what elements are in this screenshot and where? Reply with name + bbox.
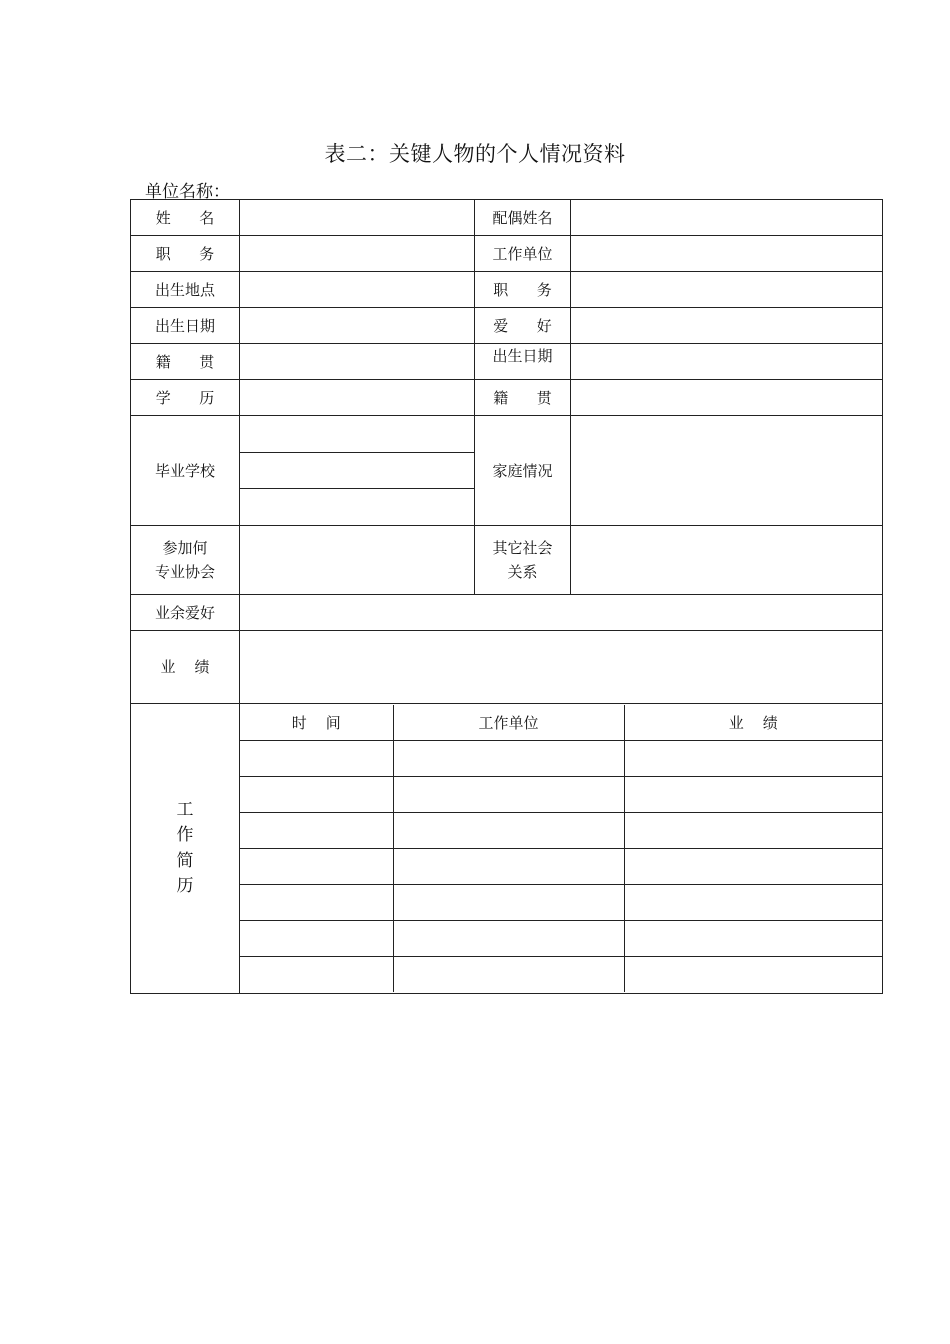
cell-work-unit[interactable] [393,849,624,885]
cell-time[interactable] [240,921,393,957]
work-history-row [240,885,882,921]
label-other-relations [475,526,571,595]
field-spouse-hobby[interactable] [571,308,883,344]
work-history-row [240,957,882,993]
label-other-relations-line1: 其它社会 [492,539,553,557]
label-spouse-native-place: 籍 贯 [475,380,571,416]
label-spouse-name: 配偶姓名 [475,200,571,236]
label-other-relations-line2: 关系 [507,563,538,581]
field-birthplace[interactable] [240,272,475,308]
label-association [131,526,240,595]
cell-work-unit[interactable] [393,957,624,993]
label-graduated-school: 毕业学校 [131,416,240,526]
cell-time[interactable] [240,741,393,777]
field-native-place[interactable] [240,344,475,380]
label-work-history [131,704,240,994]
field-school-2[interactable] [240,452,474,489]
field-name[interactable] [240,200,475,236]
cell-achievement[interactable] [624,741,882,777]
field-school-3[interactable] [240,489,474,525]
cell-achievement[interactable] [624,849,882,885]
cell-achievement[interactable] [624,777,882,813]
form-title: 表二：关键人物的个人情况资料 [324,142,626,166]
cell-achievement[interactable] [624,921,882,957]
cell-work-unit[interactable] [393,741,624,777]
work-history-row [240,741,882,777]
work-history-table [240,705,882,992]
cell-work-unit[interactable] [393,885,624,921]
cell-work-unit[interactable] [393,813,624,849]
work-history-label: 工作简历 [176,799,194,896]
personal-info-table [130,199,883,994]
label-spouse-hobby: 爱 好 [475,308,571,344]
label-spouse-birth-date: 出生日期 [475,344,571,380]
label-education: 学 历 [131,380,240,416]
school-subtable [240,416,474,525]
work-history-row [240,921,882,957]
label-spouse-work-unit: 工作单位 [475,236,571,272]
label-spouse-position: 职 务 [475,272,571,308]
label-birth-date: 出生日期 [131,308,240,344]
field-family[interactable] [571,416,883,526]
field-spouse-work-unit[interactable] [571,236,883,272]
field-spouse-name[interactable] [571,200,883,236]
work-history-row [240,849,882,885]
cell-time[interactable] [240,813,393,849]
label-birthplace: 出生地点 [131,272,240,308]
cell-achievement[interactable] [624,813,882,849]
field-school-1[interactable] [240,416,474,452]
label-native-place: 籍 贯 [131,344,240,380]
cell-achievement[interactable] [624,885,882,921]
label-family: 家庭情况 [475,416,571,526]
unit-name-label: 单位名称： [145,182,230,202]
graduated-school-fields [240,416,475,526]
label-achievements: 业 绩 [131,631,240,704]
col-header-time: 时 间 [240,705,393,741]
work-history-table-cell [240,704,883,994]
field-achievements[interactable] [240,631,883,704]
cell-time[interactable] [240,777,393,813]
field-association[interactable] [240,526,475,595]
col-header-work-unit: 工作单位 [393,705,624,741]
cell-time[interactable] [240,957,393,993]
cell-achievement[interactable] [624,957,882,993]
work-history-row [240,777,882,813]
cell-time[interactable] [240,885,393,921]
field-spouse-native-place[interactable] [571,380,883,416]
cell-time[interactable] [240,849,393,885]
field-education[interactable] [240,380,475,416]
col-header-achievement: 业 绩 [624,705,882,741]
work-history-row [240,813,882,849]
field-position[interactable] [240,236,475,272]
label-association-line1: 参加何 [162,539,208,557]
label-association-line2: 专业协会 [154,563,215,581]
field-hobbies[interactable] [240,595,883,631]
label-position: 职 务 [131,236,240,272]
field-spouse-position[interactable] [571,272,883,308]
field-spouse-birth-date[interactable] [571,344,883,380]
field-other-relations[interactable] [571,526,883,595]
label-hobbies: 业余爱好 [131,595,240,631]
label-name: 姓 名 [131,200,240,236]
field-birth-date[interactable] [240,308,475,344]
cell-work-unit[interactable] [393,777,624,813]
cell-work-unit[interactable] [393,921,624,957]
